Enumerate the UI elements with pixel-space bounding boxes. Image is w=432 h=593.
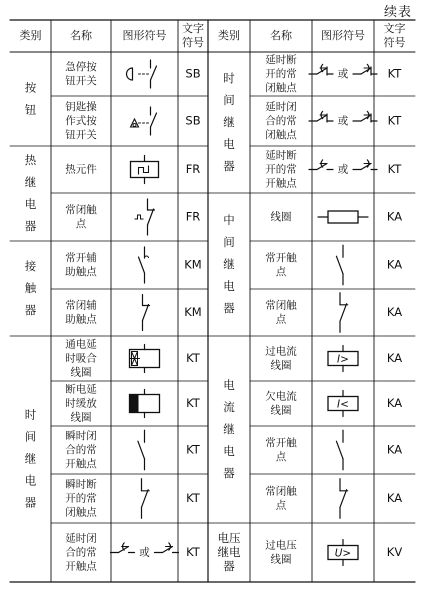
nc-contact-icon xyxy=(340,293,348,333)
no-contact-icon xyxy=(336,245,343,285)
item-name xyxy=(65,251,97,278)
item-name-line: 常开辅 xyxy=(65,252,97,264)
item-name-line: 延时断 xyxy=(265,149,297,162)
item-code: KA xyxy=(386,442,403,457)
category-char: 电 xyxy=(223,378,235,392)
item-name-line: 开触点 xyxy=(65,458,97,470)
item-code: FR xyxy=(185,209,201,224)
right-category-1 xyxy=(223,213,235,315)
category-char: 按 xyxy=(24,80,37,95)
category-char: 电 xyxy=(24,197,37,211)
item-name-line: 闭触点 xyxy=(65,506,97,519)
item-name-line: 线圈 xyxy=(270,404,292,417)
item-name-line: 助触点 xyxy=(65,313,97,326)
header-code-line2: 符号 xyxy=(182,36,204,49)
right-row-6 xyxy=(265,345,402,372)
no-aux-contact-icon xyxy=(139,247,149,283)
right-category-3 xyxy=(218,531,241,573)
right-row-0 xyxy=(265,53,402,94)
item-name-line: 延时闭 xyxy=(65,532,97,545)
left-row-4 xyxy=(65,247,201,283)
undercurrent-coil-icon xyxy=(328,391,358,417)
item-name-line: 常闭触 xyxy=(265,299,297,312)
category-char: 器 xyxy=(223,559,235,573)
item-name-line: 钮开关 xyxy=(65,129,97,141)
category-char: 间 xyxy=(223,93,235,107)
item-name-line: 通电延 xyxy=(65,338,97,351)
header-category: 类别 xyxy=(19,29,42,42)
item-code: KA xyxy=(386,305,403,319)
item-name-line: 点 xyxy=(275,451,287,463)
item-name-line: 时缓放 xyxy=(65,397,97,410)
item-name-line: 常闭辅 xyxy=(65,299,97,312)
item-name-line: 点 xyxy=(275,499,287,512)
item-name-line: 助触点 xyxy=(65,266,97,278)
item-name-line: 开的常 xyxy=(65,492,97,505)
off-delay-coil-icon xyxy=(130,390,160,418)
or-label: 或 xyxy=(139,546,150,559)
left-row-7 xyxy=(65,383,201,424)
left-row-10 xyxy=(65,532,201,573)
header-symbol: 图形符号 xyxy=(321,29,365,42)
item-name-line: 开触点 xyxy=(65,560,97,573)
item-name-line: 常闭触 xyxy=(65,204,97,216)
overvoltage-coil-icon xyxy=(328,540,358,566)
left-row-5 xyxy=(65,295,201,331)
thermal-element-icon xyxy=(131,156,159,184)
item-name xyxy=(65,383,97,424)
item-name xyxy=(65,299,97,326)
thermal-nc-contact-icon xyxy=(135,199,155,235)
or-label: 或 xyxy=(337,68,349,80)
item-name-line: 过电流 xyxy=(265,345,297,358)
item-code: KV xyxy=(386,545,403,559)
category-char: 继电 xyxy=(217,545,241,559)
category-char: 器 xyxy=(223,466,235,480)
item-code: KA xyxy=(386,491,403,505)
item-name xyxy=(265,100,297,141)
item-name-line: 点 xyxy=(75,218,87,230)
category-char: 继 xyxy=(223,422,235,436)
item-name xyxy=(265,485,297,512)
item-name xyxy=(265,345,297,372)
instant-no-contact-icon xyxy=(138,430,145,470)
on-delay-coil-icon xyxy=(130,345,160,373)
header-name: 名称 xyxy=(70,29,92,42)
item-name xyxy=(65,163,97,176)
item-code: KT xyxy=(387,113,402,128)
item-name xyxy=(265,436,297,463)
delay-close-no-contact-icon xyxy=(111,543,179,559)
overcurrent-coil-icon xyxy=(328,346,358,372)
no-contact-icon xyxy=(336,430,343,470)
category-char: 器 xyxy=(24,495,37,510)
item-name-line: 钮开关 xyxy=(65,75,97,87)
category-char: 继 xyxy=(223,115,235,129)
item-name-line: 急停按 xyxy=(65,61,97,73)
item-name-line: 常开触 xyxy=(265,252,297,264)
category-char: 热 xyxy=(24,153,37,167)
item-name xyxy=(65,100,97,141)
item-name-line: 过电压 xyxy=(265,539,297,552)
right-row-4 xyxy=(265,245,402,285)
item-code: FR xyxy=(185,162,201,176)
left-row-6 xyxy=(65,338,201,379)
item-name-line: 点 xyxy=(275,313,287,326)
right-row-9 xyxy=(265,479,402,519)
item-code: SB xyxy=(185,66,201,81)
category-char: 继 xyxy=(24,451,37,466)
item-code: KT xyxy=(186,442,200,457)
category-char: 电压 xyxy=(217,531,241,545)
item-name xyxy=(265,251,297,278)
item-code: KA xyxy=(386,257,403,272)
item-name-line: 合的常 xyxy=(65,444,97,456)
category-char: 电 xyxy=(24,473,37,488)
header-symbol: 图形符号 xyxy=(122,29,167,42)
item-name-line: 开触点 xyxy=(265,177,297,190)
item-name xyxy=(65,203,97,230)
delay-close-nc-contact-icon xyxy=(309,111,377,127)
item-name xyxy=(265,149,297,190)
item-name-line: 热元件 xyxy=(65,163,97,176)
right-row-8 xyxy=(265,430,402,470)
left-category-2 xyxy=(25,259,37,317)
item-code: KA xyxy=(386,209,403,224)
key-operated-switch-icon xyxy=(131,107,157,135)
category-char: 电 xyxy=(223,444,235,458)
category-char: 器 xyxy=(223,301,235,315)
category-char: 时 xyxy=(223,71,235,85)
category-char: 电 xyxy=(223,279,235,293)
item-code: KT xyxy=(387,162,402,176)
header-code-line1: 文字 xyxy=(383,22,406,35)
item-name-line: 闭触点 xyxy=(265,129,297,141)
item-name xyxy=(65,338,97,379)
item-code: KT xyxy=(387,66,402,81)
item-name-line: 线圈 xyxy=(70,411,92,424)
left-category-1 xyxy=(25,153,37,233)
right-row-7 xyxy=(265,390,402,417)
coil-icon xyxy=(318,211,368,223)
left-row-8 xyxy=(65,429,201,470)
delay-open-no-contact-icon xyxy=(309,160,377,176)
category-char: 间 xyxy=(223,235,235,249)
category-char: 继 xyxy=(223,257,235,271)
item-code: KT xyxy=(186,396,200,410)
category-char: 器 xyxy=(24,219,37,233)
item-code: KA xyxy=(386,351,403,365)
left-row-9 xyxy=(65,478,201,519)
item-name xyxy=(265,299,297,326)
category-char: 器 xyxy=(24,303,37,317)
right-row-1 xyxy=(265,100,402,141)
item-name-line: 断电延 xyxy=(65,383,97,396)
item-name-line: 欠电流 xyxy=(265,390,297,403)
right-category-0 xyxy=(223,71,235,173)
header-name: 名称 xyxy=(270,29,292,42)
nc-aux-contact-icon xyxy=(143,295,150,331)
item-name-line: 钥匙操 xyxy=(65,101,97,113)
item-code: KT xyxy=(186,545,200,559)
item-name-line: 延时断 xyxy=(265,54,297,66)
item-name-line: 合的常 xyxy=(265,115,297,127)
category-char: 钮 xyxy=(24,102,37,117)
item-code: KA xyxy=(386,396,403,410)
category-char: 继 xyxy=(24,175,37,189)
item-name-line: 时吸合 xyxy=(65,352,97,365)
item-name-line: 线圈 xyxy=(270,211,292,223)
item-name-line: 闭触点 xyxy=(265,82,297,94)
delay-open-nc-contact-icon xyxy=(309,64,377,80)
category-char: 器 xyxy=(223,159,235,173)
item-name xyxy=(65,478,97,519)
item-name xyxy=(265,539,297,566)
item-code: KT xyxy=(186,351,200,365)
item-name-line: 延时闭 xyxy=(265,101,297,113)
category-char: 触 xyxy=(24,281,37,295)
left-row-1 xyxy=(65,100,200,141)
item-name xyxy=(271,210,292,223)
left-category-0 xyxy=(25,81,37,117)
item-name-line: 线圈 xyxy=(270,359,292,372)
right-row-10 xyxy=(265,539,402,566)
item-name-line: 合的常 xyxy=(65,546,97,559)
item-name-line: 线圈 xyxy=(270,553,292,566)
item-code: KM xyxy=(184,257,202,272)
left-row-2 xyxy=(65,156,200,184)
right-row-3 xyxy=(271,210,403,224)
coil-label: U> xyxy=(334,547,352,560)
category-char: 流 xyxy=(223,400,235,414)
item-name-line: 常开触 xyxy=(265,437,297,449)
item-code: SB xyxy=(185,113,201,128)
coil-label: I< xyxy=(337,398,349,411)
right-row-2 xyxy=(265,149,402,190)
right-row-5 xyxy=(265,293,402,333)
header-code-line1: 文字 xyxy=(182,22,204,35)
item-name-line: 线圈 xyxy=(70,366,92,379)
item-name xyxy=(65,429,97,470)
item-name-line: 瞬时闭 xyxy=(65,430,97,442)
header-category: 类别 xyxy=(218,29,240,42)
or-label: 或 xyxy=(337,163,349,176)
category-char: 电 xyxy=(223,137,235,151)
emergency-stop-switch-icon xyxy=(127,60,157,88)
or-label: 或 xyxy=(337,115,349,127)
continued-label: 续表 xyxy=(383,5,412,20)
item-name xyxy=(265,53,297,94)
item-name xyxy=(65,532,97,573)
left-category-3 xyxy=(25,408,37,510)
right-category-2 xyxy=(223,378,235,480)
header-code-line2: 符号 xyxy=(383,36,406,49)
item-name-line: 开的常 xyxy=(265,68,297,80)
nc-contact-icon xyxy=(340,479,348,519)
item-name xyxy=(65,60,97,87)
left-row-3 xyxy=(65,199,200,235)
item-code: KM xyxy=(184,305,202,319)
category-char: 接 xyxy=(24,259,37,273)
instant-nc-contact-icon xyxy=(142,479,150,519)
left-row-0 xyxy=(65,60,200,88)
category-char: 时 xyxy=(24,407,37,422)
category-char: 中 xyxy=(223,213,235,227)
item-code: KT xyxy=(186,491,200,505)
left-header xyxy=(20,22,205,49)
item-name-line: 常闭触 xyxy=(265,485,297,498)
category-char: 间 xyxy=(24,429,37,444)
item-name-line: 作式按 xyxy=(65,115,97,127)
item-name-line: 瞬时断 xyxy=(65,478,97,491)
coil-label: I> xyxy=(337,353,349,366)
item-name-line: 开的常 xyxy=(265,163,297,176)
item-name xyxy=(265,390,297,417)
item-name-line: 点 xyxy=(275,266,287,278)
